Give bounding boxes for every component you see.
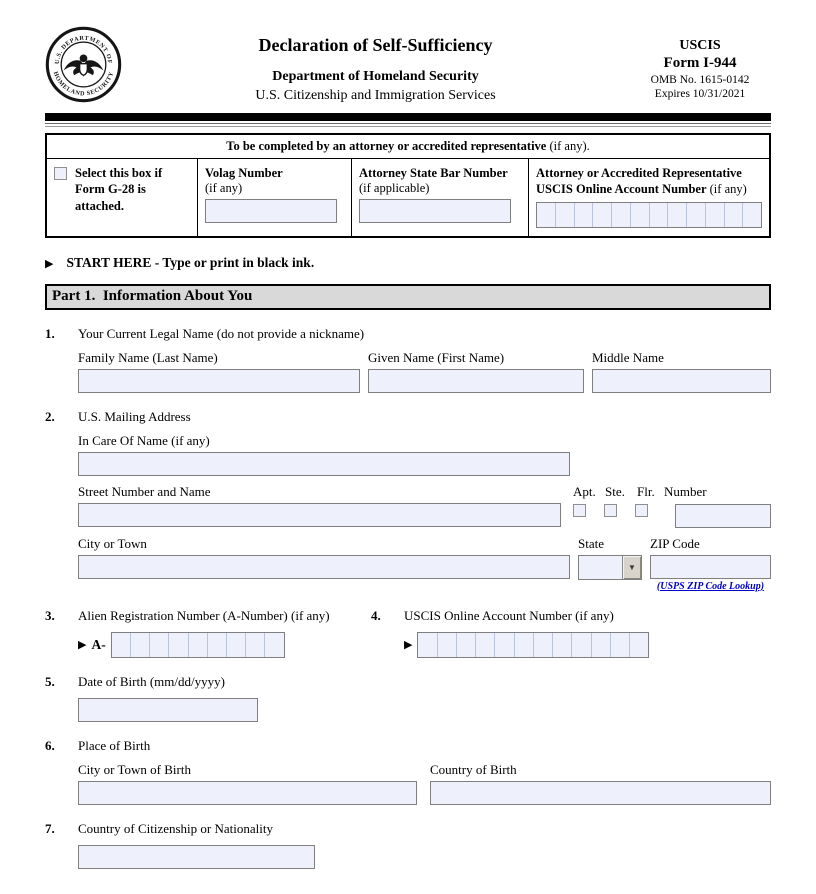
- street-input[interactable]: [78, 503, 561, 527]
- q3-number: 3.: [45, 607, 55, 623]
- form-header: [45, 0, 771, 104]
- comb-cell: [667, 203, 686, 227]
- comb-cell: [555, 203, 574, 227]
- attorney-online-account-input[interactable]: [536, 202, 762, 228]
- state-bar-number-input[interactable]: [359, 199, 511, 223]
- comb-cell: [264, 633, 283, 657]
- a-number-prefix: A-: [91, 636, 106, 652]
- comb-cell: [418, 633, 436, 657]
- comb-cell: [686, 203, 705, 227]
- given-name-label: Given Name (First Name): [368, 349, 505, 365]
- comb-cell: [149, 633, 168, 657]
- omb-number: OMB No. 1615-0142: [650, 74, 750, 86]
- birth-country-label: Country of Birth: [430, 761, 517, 777]
- in-care-of-input[interactable]: [78, 452, 570, 476]
- state-select-value: [579, 556, 622, 579]
- volag-number-sublabel: (if any): [205, 181, 243, 196]
- q2-number: 2.: [45, 408, 55, 424]
- zip-input[interactable]: [650, 555, 771, 579]
- q6-number: 6.: [45, 737, 55, 753]
- department-name: Department of Homeland Security: [272, 69, 479, 84]
- comb-cell: [592, 203, 611, 227]
- family-name-label: Family Name (Last Name): [78, 349, 218, 365]
- comb-cell: [591, 633, 610, 657]
- state-bar-number-sublabel: (if applicable): [359, 181, 430, 196]
- in-care-of-label: In Care Of Name (if any): [78, 432, 210, 448]
- usps-zip-lookup-link[interactable]: (USPS ZIP Code Lookup): [656, 580, 765, 592]
- form-number: Form I-944: [663, 55, 737, 71]
- ste-checkbox[interactable]: [604, 504, 617, 517]
- flr-checkbox[interactable]: [635, 504, 648, 517]
- comb-cell: [226, 633, 245, 657]
- zip-label: ZIP Code: [650, 535, 700, 551]
- middle-name-input[interactable]: [592, 369, 771, 393]
- q5-label: Date of Birth (mm/dd/yyyy): [78, 673, 225, 689]
- date-of-birth-input[interactable]: [78, 698, 258, 722]
- q3-label: Alien Registration Number (A-Number) (if any): [78, 607, 330, 623]
- comb-cell: [611, 203, 630, 227]
- comb-cell: [742, 203, 761, 227]
- ste-label: Ste.: [605, 483, 625, 499]
- uscis-online-account-input[interactable]: [417, 632, 649, 658]
- comb-cell: [649, 203, 668, 227]
- agency-name: U.S. Citizenship and Immigration Services: [255, 88, 496, 103]
- g28-checkbox-label: Select this box if Form G-28 is attached.: [75, 166, 163, 213]
- q4-pointer-icon: ▶: [404, 639, 413, 651]
- expiration-date: Expires 10/31/2021: [654, 88, 746, 100]
- family-name-input[interactable]: [78, 369, 360, 393]
- header-divider-bar: [45, 113, 771, 121]
- comb-cell: [130, 633, 149, 657]
- q5-number: 5.: [45, 673, 55, 689]
- comb-cell: [245, 633, 264, 657]
- start-here-pointer-icon: ▶: [45, 257, 54, 270]
- comb-cell: [514, 633, 533, 657]
- part1-heading: Part 1. Information About You: [45, 284, 771, 310]
- q4-number: 4.: [371, 607, 381, 623]
- q4-label: USCIS Online Account Number (if any): [404, 607, 614, 623]
- given-name-input[interactable]: [368, 369, 584, 393]
- volag-number-input[interactable]: [205, 199, 337, 223]
- unit-number-input[interactable]: [675, 504, 771, 528]
- comb-cell: [456, 633, 475, 657]
- a-number-input[interactable]: [111, 632, 285, 658]
- middle-name-label: Middle Name: [592, 349, 664, 365]
- comb-cell: [168, 633, 187, 657]
- comb-cell: [574, 203, 593, 227]
- city-label: City or Town: [78, 535, 147, 551]
- seal-bottom-text: HOMELAND SECURITY: [51, 70, 116, 98]
- state-select[interactable]: [578, 555, 642, 580]
- dhs-seal-icon: [45, 26, 122, 103]
- header-divider-rule: [45, 123, 771, 127]
- state-label: State: [578, 535, 604, 551]
- form-title: Declaration of Self-Sufficiency: [258, 35, 493, 55]
- comb-cell: [629, 633, 648, 657]
- volag-number-label: Volag Number: [205, 166, 283, 180]
- q7-number: 7.: [45, 820, 55, 836]
- state-bar-number-label: Attorney State Bar Number: [359, 166, 508, 180]
- attorney-section-header: To be completed by an attorney or accredited representative (if any).: [47, 135, 769, 159]
- unit-number-label: Number: [664, 483, 707, 499]
- apt-checkbox[interactable]: [573, 504, 586, 517]
- flr-label: Flr.: [637, 483, 655, 499]
- attorney-online-account-label: Attorney or Accredited Representative USCIS Online Account Number (if any): [536, 166, 747, 197]
- citizenship-country-input[interactable]: [78, 845, 315, 869]
- comb-cell: [494, 633, 513, 657]
- comb-cell: [188, 633, 207, 657]
- attorney-section: [45, 133, 771, 238]
- g28-attached-checkbox[interactable]: [54, 167, 67, 180]
- apt-label: Apt.: [573, 483, 596, 499]
- q3-pointer-icon: ▶: [78, 639, 87, 651]
- state-dropdown-arrow-icon[interactable]: ▼: [622, 556, 641, 579]
- q6-label: Place of Birth: [78, 737, 151, 753]
- q7-label: Country of Citizenship or Nationality: [78, 820, 273, 836]
- start-here-text: START HERE - Type or print in black ink.: [66, 254, 315, 270]
- comb-cell: [437, 633, 456, 657]
- q1-label: Your Current Legal Name (do not provide a nickname): [78, 325, 365, 341]
- city-input[interactable]: [78, 555, 570, 579]
- comb-cell: [207, 633, 226, 657]
- comb-cell: [724, 203, 743, 227]
- comb-cell: [112, 633, 130, 657]
- street-label: Street Number and Name: [78, 483, 211, 499]
- birth-city-label: City or Town of Birth: [78, 761, 191, 777]
- seal-top-text: U.S. DEPARTMENT OF: [54, 35, 113, 65]
- comb-cell: [571, 633, 590, 657]
- q1-number: 1.: [45, 325, 55, 341]
- birth-city-input[interactable]: [78, 781, 417, 805]
- comb-cell: [475, 633, 494, 657]
- comb-cell: [610, 633, 629, 657]
- comb-cell: [705, 203, 724, 227]
- comb-cell: [630, 203, 649, 227]
- comb-cell: [552, 633, 571, 657]
- comb-cell: [533, 633, 552, 657]
- agency-short: USCIS: [679, 38, 721, 53]
- birth-country-input[interactable]: [430, 781, 771, 805]
- q2-label: U.S. Mailing Address: [78, 408, 191, 424]
- comb-cell: [537, 203, 555, 227]
